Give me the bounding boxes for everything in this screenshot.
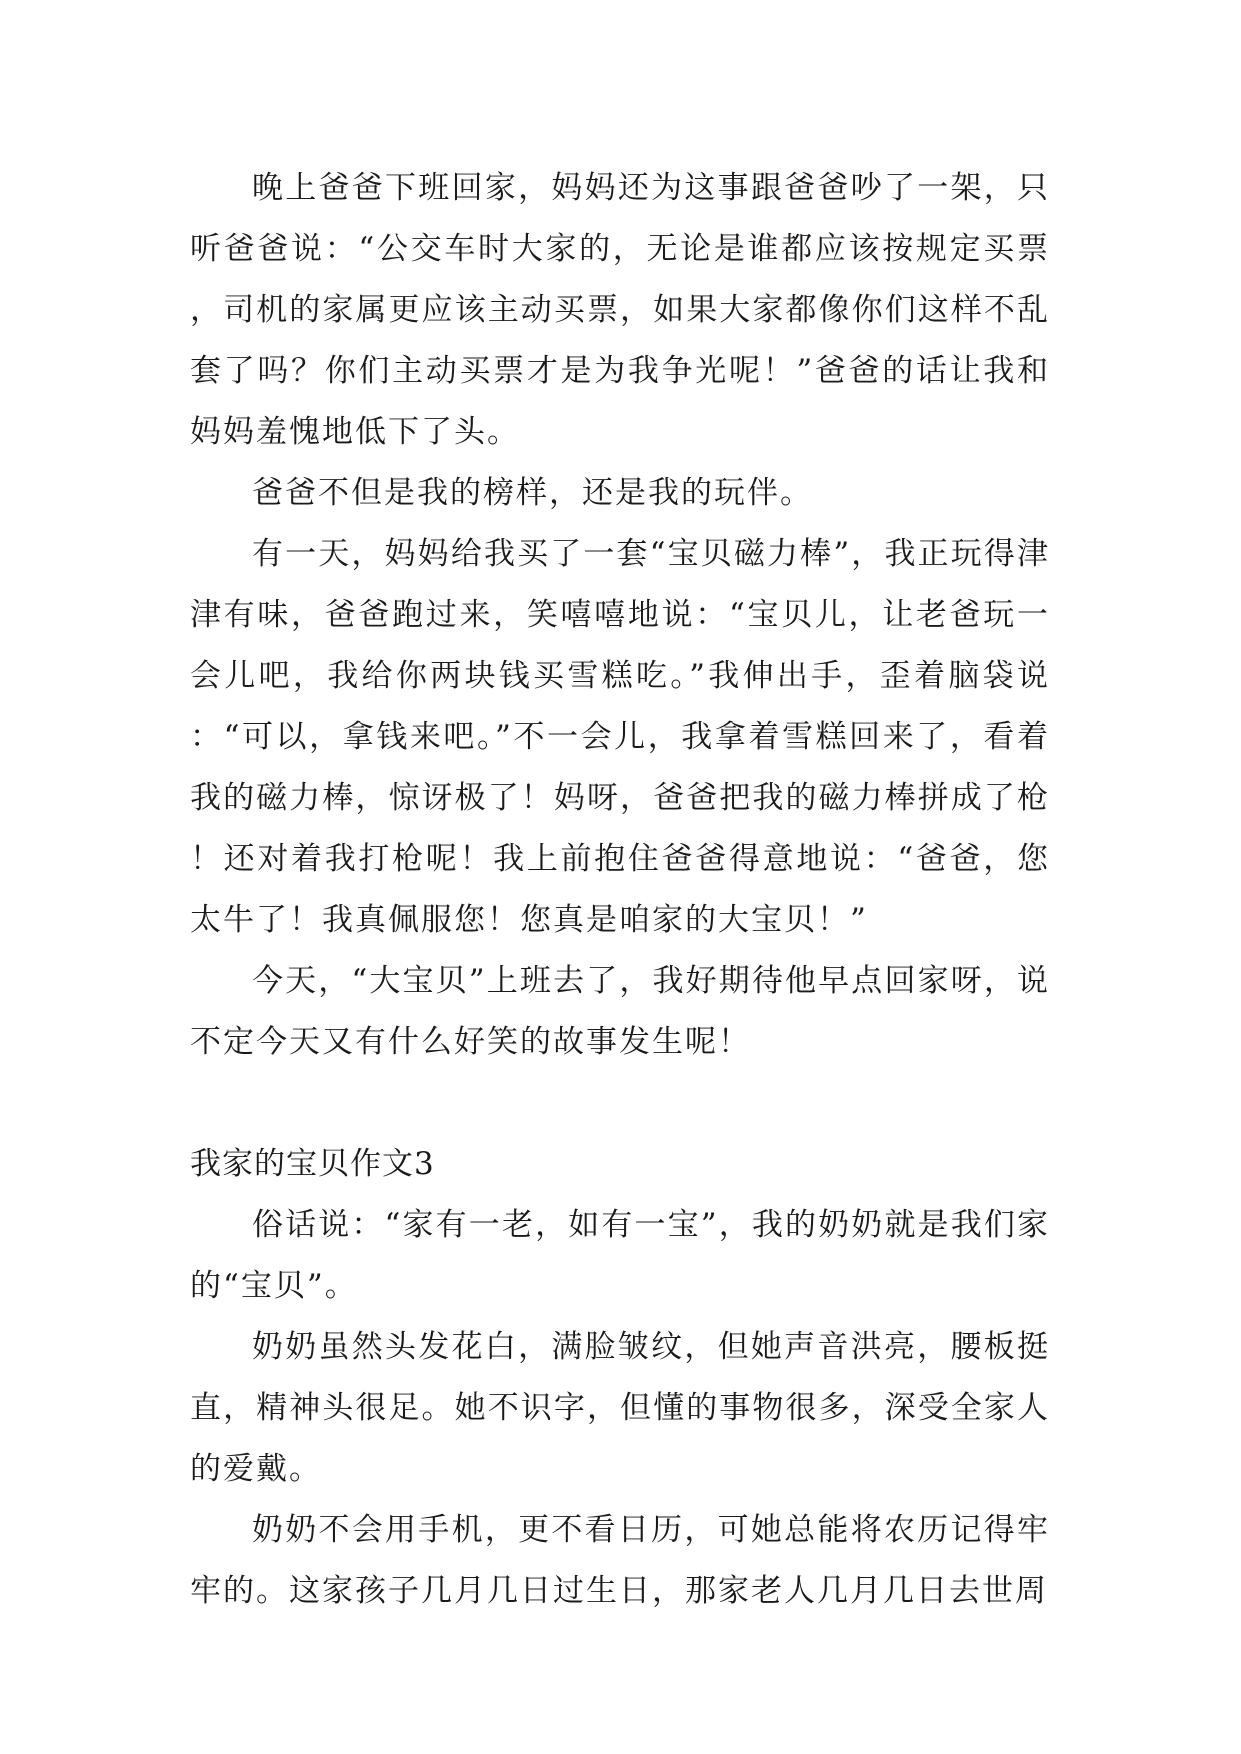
- paragraph-2: 爸爸不但是我的榜样，还是我的玩伴。: [252, 475, 813, 511]
- paragraph-5: 俗话说：“家有一老，如有一宝”，我的奶奶就是我们家的“宝贝”。: [190, 1207, 1050, 1304]
- section-title: 我家的宝贝作文3: [190, 1146, 435, 1182]
- document-body: [190, 158, 1050, 1622]
- paragraph-4: 今天，“大宝贝”上班去了，我好期待他早点回家呀，说不定今天又有什么好笑的故事发生呢！: [190, 963, 1050, 1060]
- paragraph-7: 奶奶不会用手机，更不看日历，可她总能将农历记得牢牢的。这家孩子几月几日过生日，那家老人几月几日去世周: [190, 1512, 1050, 1609]
- paragraph-3: 有一天，妈妈给我买了一套“宝贝磁力棒”，我正玩得津津有味，爸爸跑过来，笑嘻嘻地说：“宝贝儿，让老爸玩一会儿吧，我给你两块钱买雪糕吃。”我伸出手，歪着脑袋说：“可以，拿钱来吧。”不一会儿，我拿着雪糕回来了，看着我的磁力棒，惊讶极了！妈呀，爸爸把我的磁力棒拼成了枪！还对着我打枪呢！我上前抱住爸爸得意地说：“爸爸，您太牛了！我真佩服您！您真是咱家的大宝贝！”: [190, 536, 1050, 938]
- paragraph-6: 奶奶虽然头发花白，满脸皱纹，但她声音洪亮，腰板挺直，精神头很足。她不识字，但懂的事物很多，深受全家人的爱戴。: [190, 1329, 1050, 1487]
- paragraph-1: 晚上爸爸下班回家，妈妈还为这事跟爸爸吵了一架，只听爸爸说：“公交车时大家的，无论是谁都应该按规定买票，司机的家属更应该主动买票，如果大家都像你们这样不乱套了吗？你们主动买票才是为我争光呢！”爸爸的话让我和妈妈羞愧地低下了头。: [190, 170, 1050, 450]
